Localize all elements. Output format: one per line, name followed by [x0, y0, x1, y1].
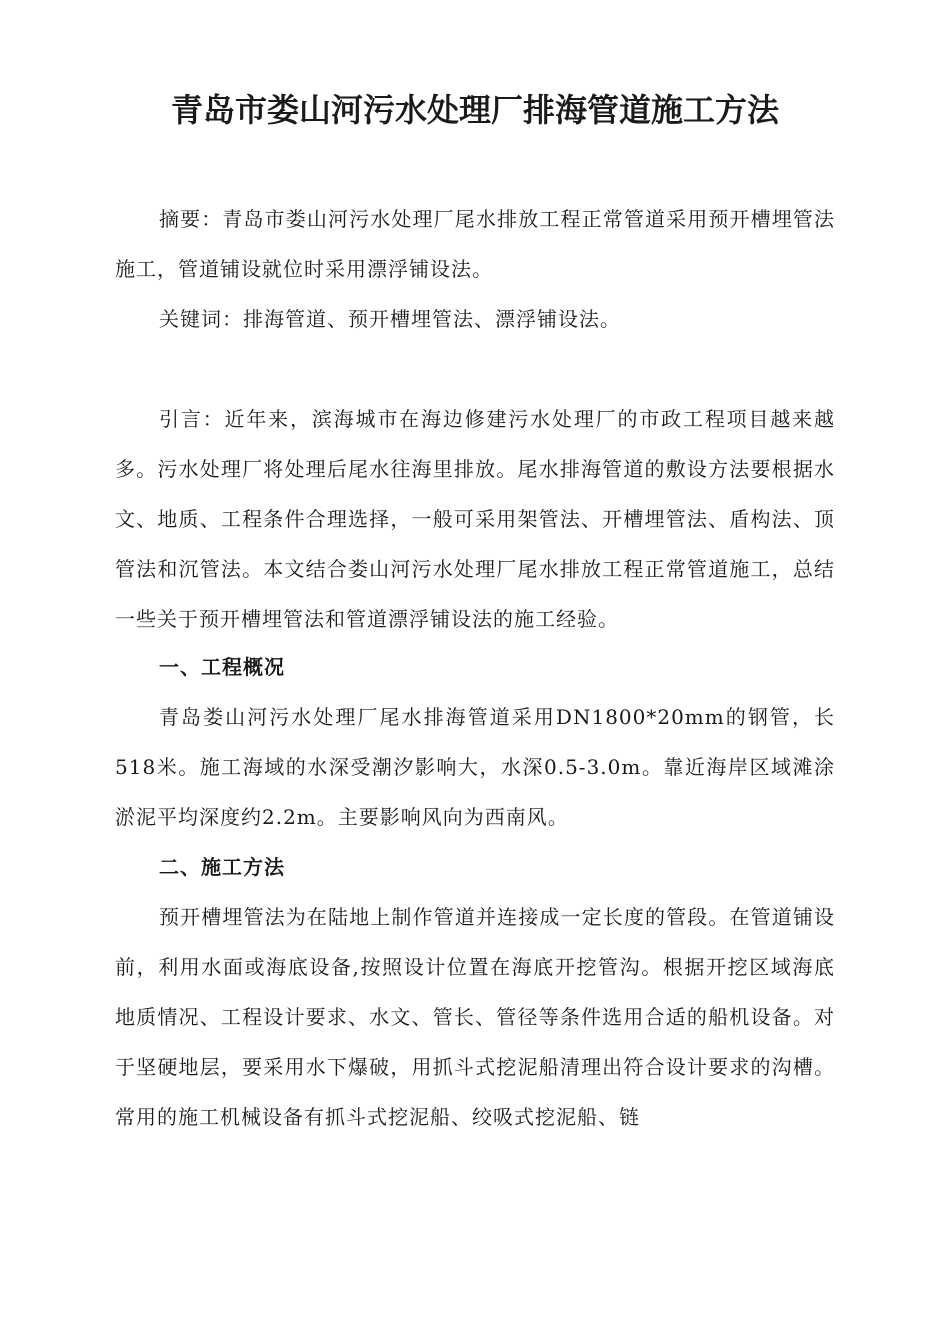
intro-paragraph: 引言：近年来，滨海城市在海边修建污水处理厂的市政工程项目越来越多。污水处理厂将处理后尾水往海里排放。尾水排海管道的敷设方法要根据水文、地质、工程条件合理选择，一般可采用架管法、开槽埋管法、盾构法、顶管法和沉管法。本文结合娄山河污水处理厂尾水排放工程正常管道施工，总结一些关于预开槽埋管法和管道漂浮铺设法的施工经验。	[115, 407, 835, 631]
abstract-paragraph: 摘要：青岛市娄山河污水处理厂尾水排放工程正常管道采用预开槽埋管法施工，管道铺设就位时采用漂浮铺设法。	[115, 207, 835, 281]
section-heading-overview: 一、工程概况	[159, 655, 285, 679]
overview-paragraph: 青岛娄山河污水处理厂尾水排海管道采用DN1800*20mm的钢管，长518米。施工海域的水深受潮汐影响大，水深0.5-3.0m。靠近海岸区域滩涂淤泥平均深度约2.2m。主要影响风向为西南风。	[115, 705, 835, 829]
method-paragraph: 预开槽埋管法为在陆地上制作管道并连接成一定长度的管段。在管道铺设前，利用水面或海底设备,按照设计位置在海底开挖管沟。根据开挖区域海底地质情况、工程设计要求、水文、管长、管径等条件选用合适的船机设备。对于坚硬地层，要采用水下爆破，用抓斗式挖泥船清理出符合设计要求的沟槽。常用的施工机械设备有抓斗式挖泥船、绞吸式挖泥船、链	[115, 905, 835, 1129]
keywords-paragraph: 关键词：排海管道、预开槽埋管法、漂浮铺设法。	[159, 307, 621, 331]
section-heading-method: 二、施工方法	[159, 855, 285, 879]
document-title: 青岛市娄山河污水处理厂排海管道施工方法	[170, 91, 779, 129]
